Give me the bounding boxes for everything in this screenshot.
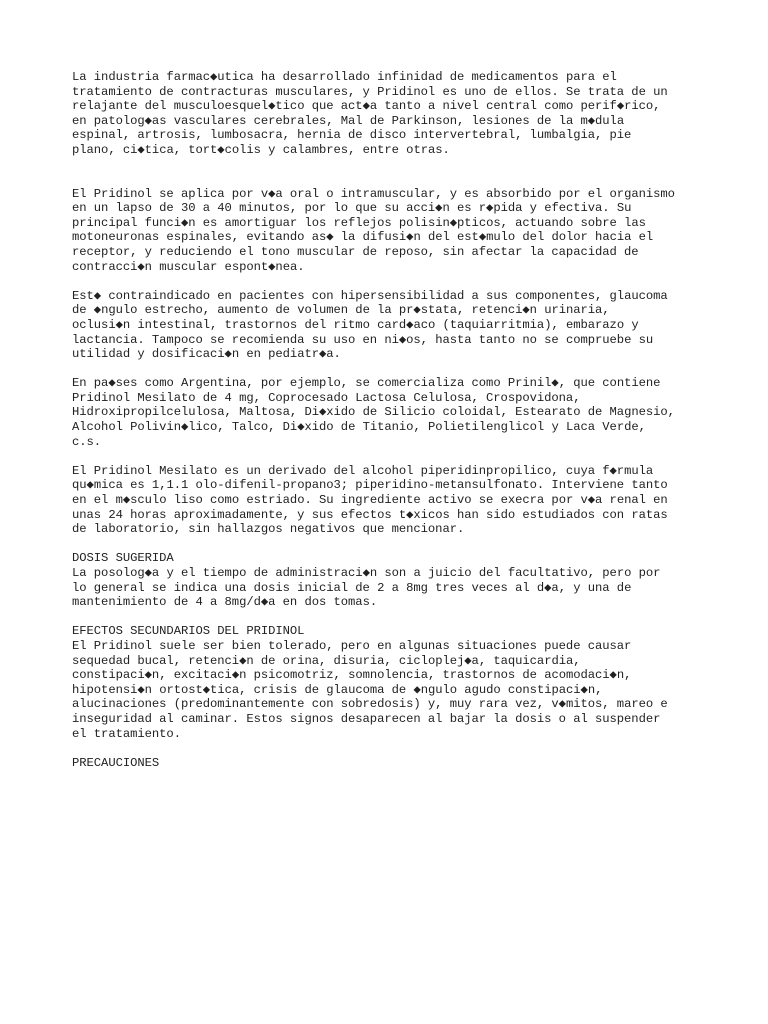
paragraph-intro: La industria farmac◆utica ha desarrollado infinidad de medicamentos para el tratamiento de contracturas musculares, y Pridinol es uno de ellos. Se trata de un relajante del musculoesquel◆tico que act◆a tanto a nivel central como perif◆rico, en patolog◆as vasculares cerebrales, Mal de Parkinson, lesiones de la m◆dula espinal, artrosis, lumbosacra, hernia de disco intervertebral, lumbalgia, pie plano, ci◆tica, tort◆colis y calambres, entre otras. bbox=[72, 70, 668, 157]
paragraph-spacer bbox=[72, 449, 702, 464]
paragraph-administration: El Pridinol se aplica por v◆a oral o intramuscular, y es absorbido por el organismo en un lapso de 30 a 40 minutos, por lo que su acci◆n es r◆pida y efectiva. Su principal funci◆n es amortiguar los reflejos polisin◆pticos, actuando sobre las motoneuronas espinales, evitando as◆ la difusi◆n del est◆mulo del dolor hacia el receptor, y reduciendo el tono muscular de reposo, sin afectar la capacidad de contracci◆n muscular espont◆nea. bbox=[72, 186, 675, 274]
paragraph-spacer bbox=[72, 537, 702, 552]
paragraph-contraindications: Est◆ contraindicado en pacientes con hipersensibilidad a sus componentes, glaucoma de ◆ngulo estrecho, aumento de volumen de la pr◆stata, retenci◆n urinaria, oclusi◆n intestinal, trastornos del ritmo card◆aco (taquiarritmia), embarazo y lactancia. Tampoco se recomienda su uso en ni◆os, hasta tanto no se compruebe su utilidad y dosificaci◆n en pediatr◆a. bbox=[72, 288, 668, 362]
section-precauciones-heading: PRECAUCIONES bbox=[72, 755, 160, 770]
paragraph-spacer bbox=[72, 362, 702, 377]
paragraph-spacer bbox=[72, 741, 702, 756]
paragraph-composition: En pa◆ses como Argentina, por ejemplo, se comercializa como Prinil◆, que contiene Pridinol Mesilato de 4 mg, Coprocesado Lactosa Celulosa, Crospovidona, Hidroxipropilcelulosa, Maltosa, Di◆xido de Silicio coloidal, Estearato de Magnesio, Alcohol Polivin◆lico, Talco, Di◆xido de Titanio, Polietilenglicol y Laca Verde, c.s. bbox=[72, 376, 675, 449]
document-page bbox=[72, 70, 702, 770]
paragraph-spacer bbox=[72, 610, 702, 625]
section-efectos-secundarios: EFECTOS SECUNDARIOS DEL PRIDINOL El Pridinol suele ser bien tolerado, pero en algunas situaciones puede causar sequedad bucal, retenci◆n de orina, disuria, cicloplej◆a, taquicardia, constipaci◆n, excitaci◆n psicomotriz, somnolencia, trastornos de acomodaci◆n, hipotensi◆n ortost◆tica, crisis de glaucoma de ◆ngulo agudo constipaci◆n, alucinaciones (predominantemente con sobredosis) y, muy rara vez, v◆mitos, mareo e inseguridad al caminar. Estos signos desaparecen al bajar la dosis o al suspender el tratamiento. bbox=[72, 624, 668, 741]
paragraph-mesilato: El Pridinol Mesilato es un derivado del alcohol piperidinpropilico, cuya f◆rmula qu◆mica es 1,1.1 olo-difenil-propano3; piperidino-metansulfonato. Interviene tanto en el m◆sculo liso como estriado. Su ingrediente activo se execra por v◆a renal en unas 24 horas aproximadamente, y sus efectos t◆xicos han sido estudiados con ratas de laboratorio, sin hallazgos negativos que mencionar. bbox=[72, 463, 668, 537]
paragraph-spacer bbox=[72, 274, 702, 289]
section-dosis-sugerida: DOSIS SUGERIDA La posolog◆a y el tiempo de administraci◆n son a juicio del facultativo, pero por lo general se indica una dosis inicial de 2 a 8mg tres veces al d◆a, y una de mantenimiento de 4 a 8mg/d◆a en dos tomas. bbox=[72, 551, 661, 610]
paragraph-spacer bbox=[72, 158, 702, 187]
